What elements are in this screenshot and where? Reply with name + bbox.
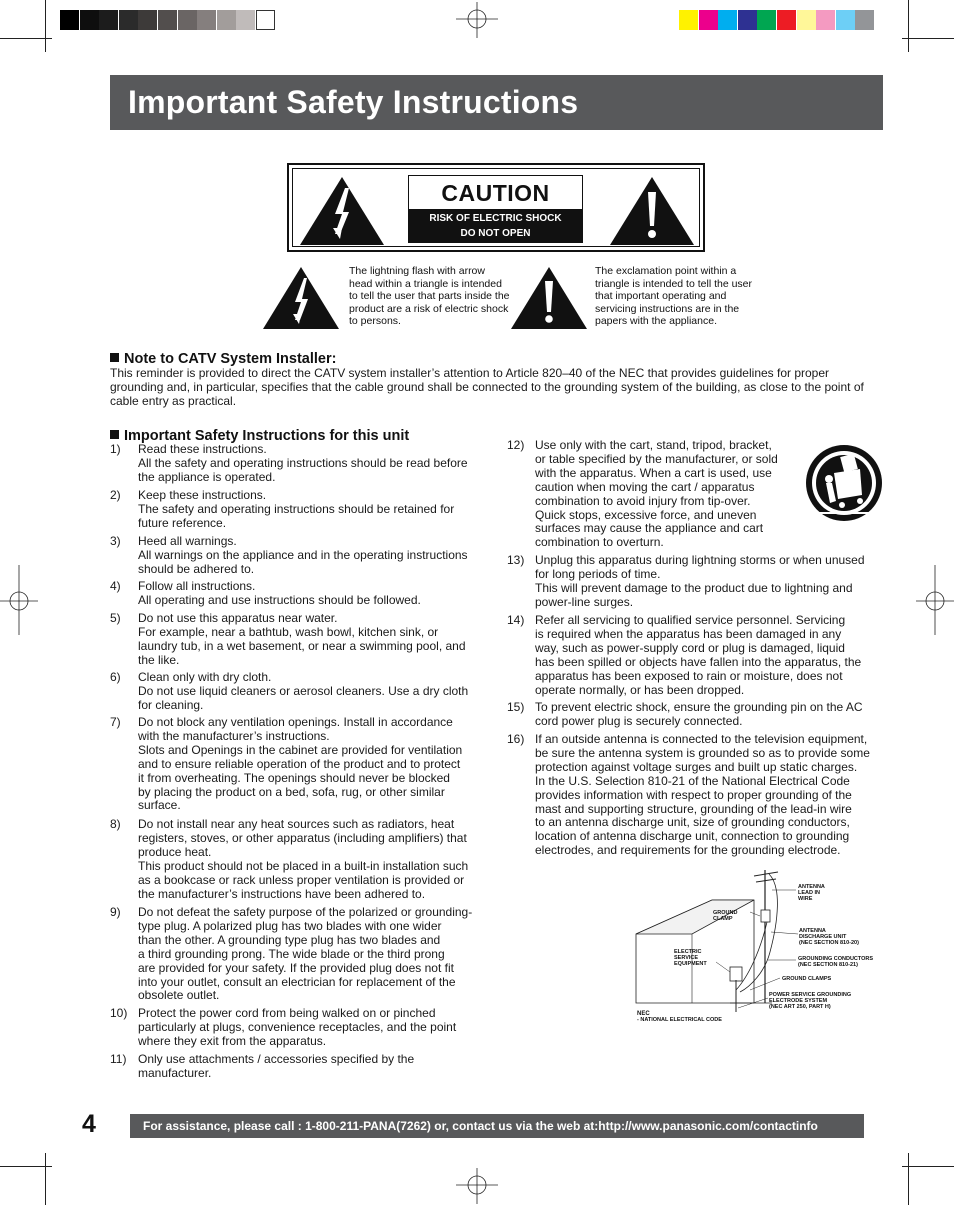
list-item-number: 15) (507, 700, 525, 714)
lightning-triangle-icon (262, 266, 340, 330)
color-swatch (797, 10, 816, 30)
label-power-service: POWER SERVICE GROUNDING ELECTRODE SYSTEM (NEC ART 250, PART H) (769, 992, 852, 1010)
instructions-heading-text: Important Safety Instructions for this unit (124, 428, 410, 444)
label-ground-clamp: GROUND CLAMP (713, 910, 738, 922)
label-nec (637, 1005, 722, 1023)
crop-mark (902, 1166, 954, 1167)
label-discharge-unit: ANTENNA DISCHARGE UNIT (NEC SECTION 810-20) (799, 928, 859, 946)
title-bar (110, 75, 883, 130)
exclamation-description: The exclamation point within a triangle is intended to tell the user that important operating and servicing instructions are in the papers with the appliance. (595, 265, 753, 328)
list-item-number: 5) (110, 611, 121, 625)
crop-mark (902, 38, 954, 39)
gray-swatch (217, 10, 236, 30)
list-item-text: If an outside antenna is connected to the television equipment, be sure the antenna system is grounded so as to provide some protection against voltage surges and built up static charges. In the U.S. Selection 810-21 of the National Electrical Code provides information with respect to proper grounding of the mast and supporting structure, grounding of the lead-in wire to an antenna discharge unit, size of grounding conductors, location of antenna discharge unit, connection to grounding electrodes, and requirements for the grounding electrode. (535, 732, 870, 858)
list-item-text: Do not use this apparatus near water. For example, near a bathtub, wash bowl, kitchen sink, or laundry tub, in a wet basement, or near a swimming pool, and the like. (138, 611, 466, 667)
label-ground-clamps: GROUND CLAMPS (782, 976, 832, 982)
registration-mark-icon (0, 565, 40, 635)
list-item-text: Keep these instructions. The safety and operating instructions should be retained for future reference. (138, 488, 455, 530)
list-item-number: 10) (110, 1006, 128, 1020)
gray-swatch (158, 10, 177, 30)
catv-heading-text: Note to CATV System Installer: (124, 351, 337, 367)
square-bullet-icon (110, 430, 119, 439)
list-item-text: Clean only with dry cloth. Do not use liquid cleaners or aerosol cleaners. Use a dry cloth for cleaning. (138, 670, 469, 712)
caution-label (408, 175, 583, 243)
crop-mark (45, 0, 46, 52)
crop-mark (0, 38, 52, 39)
cart-tip-over-warning-icon (804, 443, 884, 523)
list-item-number: 2) (110, 488, 121, 502)
gray-swatch (138, 10, 157, 30)
page-number: 4 (82, 1110, 96, 1138)
list-item-number: 1) (110, 442, 121, 456)
gray-swatch (60, 10, 79, 30)
label-electric-service: ELECTRIC SERVICE EQUIPMENT (674, 949, 707, 967)
gray-swatch (119, 10, 138, 30)
crop-mark (908, 0, 909, 52)
list-item-text: Unplug this apparatus during lightning storms or when unused for long periods of time. This will prevent damage to the product due to lightning and power-line surges. (535, 553, 865, 609)
gray-swatch (256, 10, 275, 30)
gray-swatch (236, 10, 255, 30)
color-swatch (699, 10, 718, 30)
label-grounding-conductors: GROUNDING CONDUCTORS (NEC SECTION 810-21) (798, 956, 874, 968)
list-item-number: 12) (507, 438, 525, 452)
label-antenna-lead: ANTENNA LEAD IN WIRE (798, 884, 825, 902)
list-item-text: Do not block any ventilation openings. Install in accordance with the manufacturer’s instructions. Slots and Openings in the cabinet are provided for ventilation and to ensure reliable operation of the product and to protect it from overheating. The openings should never be blocked by placing the product on a bed, sofa, rug, or other similar surface. (138, 715, 463, 813)
nec-abbrev: NEC (637, 1011, 650, 1017)
list-item-text: Heed all warnings. All warnings on the appliance and in the operating instructions should be adhered to. (138, 534, 468, 576)
list-item-number: 4) (110, 579, 121, 593)
list-item-number: 6) (110, 670, 121, 684)
color-swatch (679, 10, 698, 30)
registration-mark-icon (452, 1168, 502, 1204)
exclamation-triangle-icon (510, 266, 588, 330)
crop-mark (45, 1153, 46, 1205)
color-swatch (855, 10, 874, 30)
gray-swatch (178, 10, 197, 30)
gray-swatch (80, 10, 99, 30)
gray-swatch (197, 10, 216, 30)
lightning-triangle-icon (299, 176, 385, 246)
color-swatch (757, 10, 776, 30)
caution-line-1: RISK OF ELECTRIC SHOCK (429, 213, 562, 224)
catv-paragraph: This reminder is provided to direct the CATV system installer’s attention to Article 820–40 of the NEC that provides guidelines for proper grounding and, in particular, specifies that the cable ground shall be connected to the grounding system of the building, as close to the point of cable entry as practical. (110, 366, 864, 408)
crop-mark (908, 1153, 909, 1205)
color-swatch (738, 10, 757, 30)
list-item-number: 13) (507, 553, 525, 567)
caution-warning-panel (409, 209, 582, 243)
list-item-number: 11) (110, 1052, 127, 1066)
list-item-text: Do not defeat the safety purpose of the polarized or grounding- type plug. A polarized plug has two blades with one wider than the other. A grounding type plug has two blades and a third grounding prong. The wide blade or the third prong are provided for your safety. If the provided plug does not fit into your outlet, consult an electrician for replacement of the obsolete outlet. (138, 905, 473, 1003)
color-swatch (816, 10, 835, 30)
registration-mark-icon (452, 2, 502, 38)
list-item-text: Refer all servicing to qualified service personnel. Servicing is required when the apparatus has been damaged in any way, such as power-supply cord or plug is damaged, liquid has been spilled or objects have fallen into the apparatus, the apparatus has been exposed to rain or moisture, does not operate normally, or has been dropped. (535, 613, 862, 697)
caution-line-2: DO NOT OPEN (460, 228, 531, 239)
nec-full: - NATIONAL ELECTRICAL CODE (637, 1017, 722, 1023)
list-item-number: 14) (507, 613, 525, 627)
square-bullet-icon (110, 353, 119, 362)
list-item-text: Do not install near any heat sources such as radiators, heat registers, stoves, or other apparatus (including amplifiers) that produce heat. This product should not be placed in a built-in installation such as a bookcase or rack unless proper ventilation is provided or the manufacturer’s instructions have been adhered to. (138, 817, 469, 901)
color-swatch (777, 10, 796, 30)
list-item-number: 3) (110, 534, 121, 548)
list-item-number: 9) (110, 905, 121, 919)
exclamation-triangle-icon (609, 176, 695, 246)
list-item-text: Follow all instructions. All operating and use instructions should be followed. (138, 579, 421, 607)
list-item-number: 16) (507, 732, 525, 746)
list-item-text: Only use attachments / accessories specified by the manufacturer. (138, 1052, 415, 1080)
gray-swatch (99, 10, 118, 30)
list-item-text: Protect the power cord from being walked on or pinched particularly at plugs, convenience receptacles, and the point where they exit from the apparatus. (138, 1006, 457, 1048)
footer-assistance-text: For assistance, please call : 1-800-211-PANA(7262) or, contact us via the web at:http://www.panasonic.com/contactinfo (143, 1119, 818, 1133)
list-item-text: To prevent electric shock, ensure the grounding pin on the AC cord power plug is securely connected. (535, 700, 863, 728)
lightning-description: The lightning flash with arrow head within a triangle is intended to tell the user that parts inside the product are a risk of electric shock to persons. (349, 265, 510, 328)
color-swatch (836, 10, 855, 30)
list-item-text: Read these instructions. All the safety and operating instructions should be read before the appliance is operated. (138, 442, 468, 484)
color-swatch (718, 10, 737, 30)
catv-heading (110, 351, 336, 367)
registration-mark-icon (914, 565, 954, 635)
list-item-number: 8) (110, 817, 121, 831)
list-item-number: 7) (110, 715, 121, 729)
list-item-text: Use only with the cart, stand, tripod, bracket, or table specified by the manufacturer, or sold with the apparatus. When a cart is used, use caution when moving the cart / apparatus combination to avoid injury from tip-over. Quick stops, excessive force, and uneven surfaces may cause the appliance and cart combination to overturn. (535, 438, 778, 550)
footer-bar (130, 1114, 864, 1138)
crop-mark (0, 1166, 52, 1167)
page-title: Important Safety Instructions (128, 84, 579, 120)
caution-heading: CAUTION (441, 180, 550, 206)
